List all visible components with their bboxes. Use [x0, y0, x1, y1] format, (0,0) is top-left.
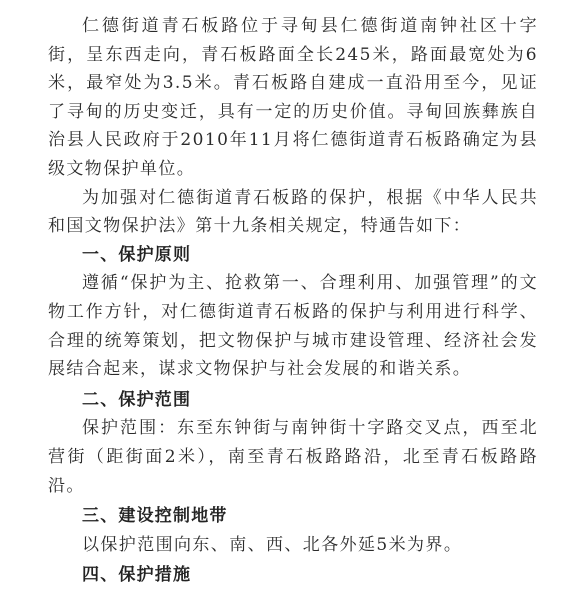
section-heading-scope: 二、保护范围 — [82, 389, 192, 410]
section-heading-control-zone: 三、建设控制地带 — [82, 506, 228, 527]
section-body-control-zone: 以保护范围向东、南、西、北各外延5米为界。 — [82, 534, 463, 555]
section-body-principles: 遵循“保护为主、抢救第一、合理利用、加强管理”的文物工作方针，对仁德街道青石板路的保护与利用进行科学、合理的统筹策划，把文物保护与城市建设管理、经济社会发展结合起来，谋求文物保护与社会发展的和谐关系。 — [48, 273, 538, 380]
section-body-scope: 保护范围：东至东钟街与南钟街十字路交叉点，西至北营街（距街面2米），南至青石板路路沿，北至青石板路路沿。 — [48, 418, 538, 496]
intro-paragraph: 仁德街道青石板路位于寻甸县仁德街道南钟社区十字街，呈东西走向，青石板路面全长245米，路面最宽处为6米，最窄处为3.5米。青石板路自建成一直沿用至今，见证了寻甸的历史变迁，具有一定的历史价值。寻甸回族彝族自治县人民政府于2010年11月将仁德街道青石板路确定为县级文物保护单位。 — [48, 16, 538, 179]
section-heading-principles: 一、保护原则 — [82, 244, 192, 265]
section-heading-measures: 四、保护措施 — [82, 565, 192, 586]
document-body — [48, 12, 538, 590]
notice-paragraph: 为加强对仁德街道青石板路的保护，根据《中华人民共和国文物保护法》第十九条相关规定，特通告如下： — [48, 187, 538, 237]
